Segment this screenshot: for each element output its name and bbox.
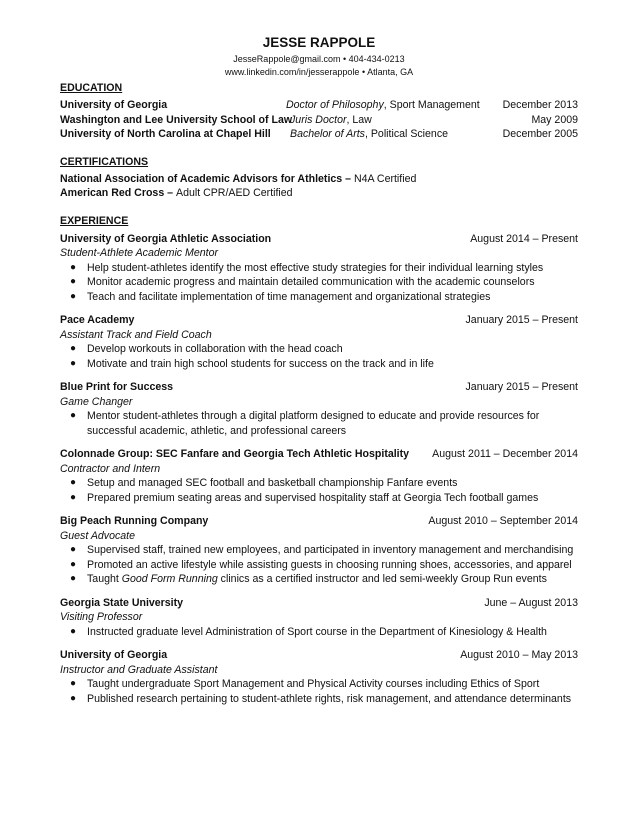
bullet-icon: ● [70,573,77,584]
contact-line-email-phone: JesseRappole@gmail.com • 404-434-0213 [233,54,405,64]
job-bullet: ● Help student-athletes identify the most effective study strategies for their individual learning styles [70,261,544,274]
job-bullet: ● Setup and managed SEC football and basketball championship Fanfare events [70,477,458,489]
job-date: August 2014 – Present [470,232,578,245]
job-entry [60,232,578,305]
bullet-icon: ● [70,544,77,555]
education-heading: EDUCATION [60,82,123,94]
degree-field: , Sport Management [383,99,480,111]
job-title: Contractor and Intern [60,462,161,475]
job-date: August 2010 – May 2013 [460,649,578,661]
school-name: Washington and Lee University School of Law [60,113,293,126]
job-bullets [60,476,578,505]
school-name: University of North Carolina at Chapel Hill [60,128,271,140]
cert-separator: – [164,187,176,199]
job-title: Student-Athlete Academic Mentor [60,247,219,259]
job-bullet: ● Taught Good Form Running clinics as a certified instructor and led semi-weekly Group Run events [70,573,547,585]
job-bullet: ● Teach and facilitate implementation of time management and organizational strategies [70,290,491,303]
job-title: Guest Advocate [60,529,135,542]
job-bullet: ● Taught undergraduate Sport Management and Physical Activity courses including Ethics of Sport [70,678,540,690]
degree [286,98,480,113]
degree-type: Bachelor of Arts [290,128,365,140]
job-title: Assistant Track and Field Coach [60,328,212,341]
experience-heading: EXPERIENCE [60,214,129,227]
education-row [60,113,578,128]
job-org: Colonnade Group: SEC Fanfare and Georgia Tech Athletic Hospitality [60,448,410,460]
cert-org: National Association of Academic Advisors for Athletics [60,172,343,185]
bullet-icon: ● [70,343,77,354]
job-bullets [60,543,578,587]
job-org: Big Peach Running Company [60,515,209,527]
job-bullet: ● Promoted an active lifestyle while assisting guests in choosing running shoes, accessories, and apparel [70,558,572,571]
job-org: Blue Print for Success [60,381,174,393]
job-bullet: ● Published research pertaining to student-athlete rights, risk management, and attendance determinants [70,692,572,705]
job-bullets [60,261,578,305]
degree-date: December 2005 [502,128,578,140]
job-entry [60,380,578,438]
bullet-icon: ● [70,357,77,369]
cert-separator: – [342,172,354,185]
cert-name: Adult CPR/AED Certified [176,187,293,199]
certification-item [60,186,578,201]
job-bullet: ● Motivate and train high school students for success on the track and in life [70,357,434,370]
bullet-icon: ● [70,261,77,273]
degree [290,127,478,142]
school-name: University of Georgia [60,99,168,111]
job-title: Visiting Professor [60,611,143,623]
degree-type: Doctor of Philosophy [286,99,384,111]
job-date: June – August 2013 [484,596,578,609]
job-bullet: ● Supervised staff, trained new employees, and participated in inventory management and merchandising [70,544,574,556]
job-entry [60,596,578,640]
job-bullet: ● Monitor academic progress and maintain detailed communication with the academic counselors [70,276,535,288]
job-date: August 2011 – December 2014 [432,448,578,460]
job-bullets [60,342,578,371]
job-bullet: ● Prepared premium seating areas and supervised hospitality staff at Georgia Tech football games [70,491,539,504]
education-list [60,98,578,142]
job-bullet-continuation: successful academic, athletic, and professional careers [87,424,347,437]
cert-name: N4A Certified [353,172,417,185]
job-entry [60,313,578,371]
bullet-icon: ● [70,558,77,570]
job-org: University of Georgia Athletic Association [60,232,272,245]
job-entry [60,514,578,587]
job-org: Georgia State University [60,596,184,609]
bullet-icon: ● [70,276,77,287]
bullet-icon: ● [70,692,77,704]
bullet-icon: ● [70,678,77,689]
bullet-icon: ● [70,477,77,488]
job-bullets [60,677,578,706]
degree [290,113,478,128]
degree-date: December 2013 [502,99,578,111]
cert-org: American Red Cross [60,187,165,199]
contact-line-linkedin-location: www.linkedin.com/in/jesserappole • Atlanta, GA [224,67,414,77]
job-entry [60,648,578,706]
degree-type: Juris Doctor [290,113,347,126]
bullet-icon: ● [70,625,77,637]
resume-page [60,34,578,706]
job-bullets [60,409,578,438]
degree-date: May 2009 [531,113,578,126]
job-date: January 2015 – Present [465,314,578,326]
job-date: August 2010 – September 2014 [428,515,578,527]
job-entry [60,447,578,505]
certification-item [60,172,578,187]
job-bullet: ● Mentor student-athletes through a digital platform designed to educate and provide resources for [70,410,540,422]
degree-field: , Political Science [364,128,449,140]
job-date: January 2015 – Present [465,381,578,393]
job-bullets [60,625,578,640]
education-row [60,98,578,113]
bullet-icon: ● [70,491,77,503]
certifications-heading: CERTIFICATIONS [60,155,149,168]
job-title: Game Changer [60,395,133,408]
education-row [60,127,578,142]
job-org: University of Georgia [60,649,168,661]
bullet-icon: ● [70,290,77,302]
job-bullet: ● Instructed graduate level Administration of Sport course in the Department of Kinesiology & Health [70,625,547,638]
resume-name: JESSE RAPPOLE [262,35,376,50]
job-title: Instructor and Graduate Assistant [60,663,218,676]
degree-field: , Law [346,113,372,126]
bullet-icon: ● [70,410,77,421]
job-bullet: ● Develop workouts in collaboration with the head coach [70,343,343,355]
job-org: Pace Academy [60,314,135,326]
